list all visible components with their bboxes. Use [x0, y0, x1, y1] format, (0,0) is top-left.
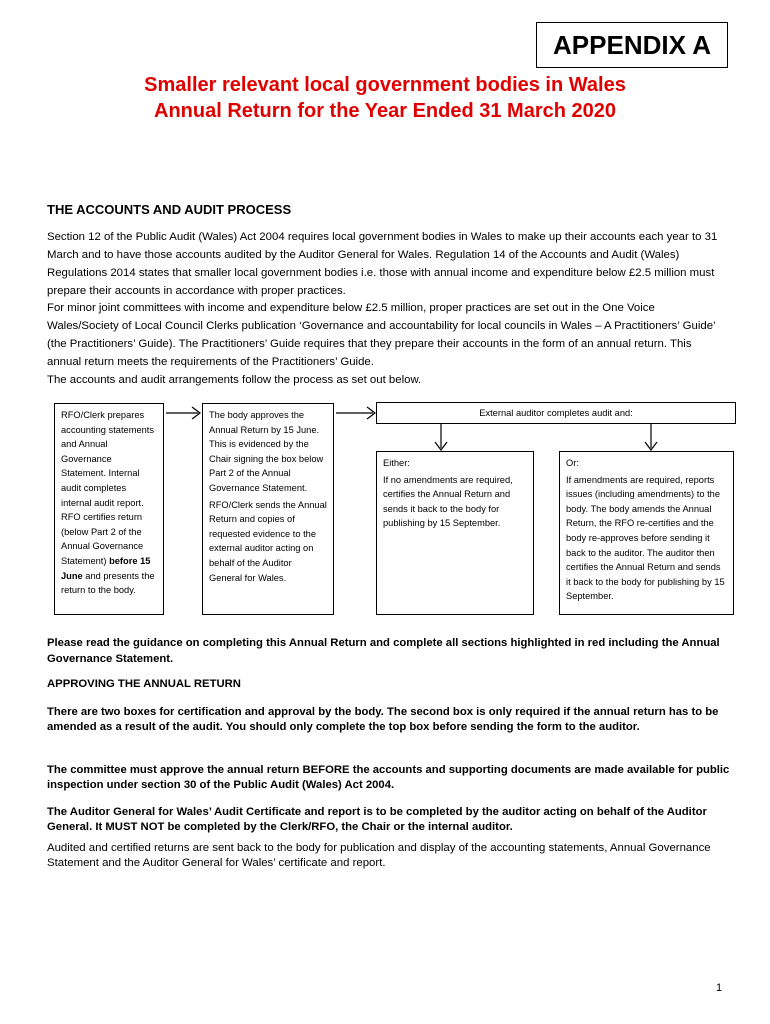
- flow-box-approve-p2: RFO/Clerk sends the Annual Return and copies of requested evidence to the external auditor acting on behalf of the Auditor General for Wales.: [209, 499, 327, 583]
- intro-paragraph-3: The accounts and audit arrangements follow the process as set out below.: [47, 374, 422, 386]
- flow-box-external-auditor: External auditor completes audit and:: [376, 402, 736, 424]
- guidance-note: Please read the guidance on completing this Annual Return and complete all sections highlighted in red including the Annual Governance Statement.: [47, 637, 720, 665]
- page-number: 1: [716, 982, 723, 994]
- approving-paragraph-3: The Auditor General for Wales’ Audit Certificate and report is to be completed by the auditor acting on behalf of the Auditor General. It MUST NOT be completed by the Clerk/RFO, the Chair or the internal auditor.: [47, 806, 707, 833]
- flow-box-or: [559, 451, 734, 615]
- flow-box-approve-p1: The body approves the Annual Return by 15 June. This is evidenced by the Chair signing the box below Part 2 of the Annual Governance Statement.: [209, 410, 324, 493]
- approving-paragraph-2: The committee must approve the annual return BEFORE the accounts and supporting documents are made available for public inspection under section 30 of the Public Audit (Wales) Act 2004.: [47, 764, 730, 791]
- flow-box-prepare-deadline: before 15 June: [61, 555, 151, 581]
- approving-paragraph-1: There are two boxes for certification and approval by the body. The second box is only required if the annual return has to be amended as a result of the audit. You should only complete the top box before sending the form to the auditor.: [47, 706, 719, 733]
- either-label: Either:: [383, 458, 410, 468]
- title-line-2: Annual Return for the Year Ended 31 March 2020: [154, 100, 616, 122]
- arrow-down-2-icon: [641, 424, 661, 454]
- arrow-down-1-icon: [431, 424, 451, 454]
- intro-paragraph-2: For minor joint committees with income and expenditure below £2.5 million, proper practices are set out in the One Voice Wales/Society of Local Council Clerks publication ‘Governance and accountability for local councils in Wales – A Practitioners’ Guide’ (the Practitioners’ Guide). The Practitioners’ Guide requires that they prepare their accounts in the form of an annual return. This annual return meets the requirements of the Practitioners’ Guide.: [47, 302, 716, 368]
- flow-box-prepare-tail: and presents the return to the body.: [61, 570, 155, 596]
- section-heading: THE ACCOUNTS AND AUDIT PROCESS: [47, 202, 292, 217]
- or-label: Or:: [566, 458, 579, 468]
- arrow-right-1-icon: [164, 404, 204, 424]
- flow-box-prepare-text: RFO/Clerk prepares accounting statements and Annual Governance Statement. Internal audit completes internal audit report. RFO certifies return (below Part 2 of the Annual Governance Statement): [61, 410, 155, 566]
- arrow-right-2-icon: [334, 404, 380, 424]
- either-text: If no amendments are required, certifies the Annual Return and sends it back to the body for publishing by 15 September.: [383, 474, 513, 529]
- intro-paragraph-1: Section 12 of the Public Audit (Wales) Act 2004 requires local government bodies in Wales to make up their accounts each year to 31 March and to have those accounts audited by the Auditor General for Wales. Regulation 14 of the Accounts and Audit (Wales) Regulations 2014 states that smaller local government bodies i.e. those with annual income and expenditure below £2.5 million must prepare their accounts in accordance with proper practices.: [47, 231, 718, 297]
- or-text: If amendments are required, reports issues (including amendments) to the body. The body amends the Annual Return, the RFO re-certifies and the body re-approves before sending it back to the auditor. The auditor then certifies the Annual Return and sends it back to the body for publishing by 15 September.: [566, 474, 725, 602]
- flow-box-approve: [202, 403, 334, 615]
- flow-box-prepare: [54, 403, 164, 615]
- appendix-label: APPENDIX A: [536, 22, 728, 68]
- title-line-1: Smaller relevant local government bodies in Wales: [144, 74, 626, 96]
- flow-box-either: [376, 451, 534, 615]
- approving-heading: APPROVING THE ANNUAL RETURN: [47, 678, 241, 690]
- closing-paragraph: Audited and certified returns are sent back to the body for publication and display of the accounting statements, Annual Governance Statement and the Auditor General for Wales’ certificate and report.: [47, 842, 711, 869]
